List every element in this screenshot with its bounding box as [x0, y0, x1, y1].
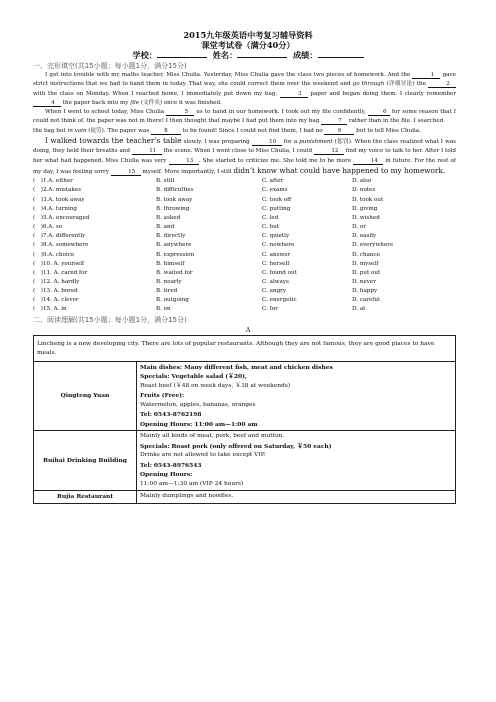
option-d: D. or — [352, 224, 366, 231]
text-italic: go through — [352, 81, 385, 88]
option-d: D. happy — [352, 288, 378, 295]
option-c: C. exams — [262, 187, 288, 194]
option-b: B. waited for — [156, 269, 193, 276]
option-c: C. always — [262, 278, 289, 285]
option-row[interactable] — [33, 287, 456, 296]
table-row — [34, 335, 456, 361]
restaurant-details — [137, 491, 456, 504]
option-a: ( )3.A. took away — [33, 196, 85, 203]
text-italic: file — [130, 99, 140, 106]
detail-line: Watermelon, apples, bananas, oranges — [140, 401, 256, 408]
option-d: D. at — [352, 306, 366, 313]
text: us to hand in our homework. I took out my file confidently, — [194, 109, 368, 116]
option-b: B. asked — [156, 214, 181, 221]
text-italic: punishment — [299, 139, 333, 146]
options-list — [33, 177, 456, 314]
option-d: D. notes — [352, 187, 376, 194]
option-row[interactable] — [33, 232, 456, 241]
text: (详细讨论) the — [384, 81, 429, 88]
option-c: C. putting — [262, 205, 291, 212]
option-a: ( )1.A. either — [33, 178, 73, 185]
option-a: ( )13. A. bored — [33, 288, 78, 295]
blank-3[interactable]: 3 — [280, 91, 308, 98]
option-row[interactable] — [33, 241, 456, 250]
school-label: 学校： — [132, 50, 157, 60]
option-row[interactable] — [33, 196, 456, 205]
text: the paper back into my — [61, 99, 131, 106]
option-d: D. never — [352, 278, 376, 285]
score-field[interactable] — [318, 57, 364, 58]
detail-line: Specials: Vegetable salad (￥20), — [140, 373, 247, 381]
option-a: ( )9.A. choice — [33, 251, 75, 258]
option-c: C. after — [262, 178, 284, 185]
option-row[interactable] — [33, 251, 456, 260]
text: but to tell Miss Chulia. — [354, 127, 421, 134]
detail-line: Opening Hours: 11:00 am—1:00 am — [140, 420, 258, 428]
option-row[interactable] — [33, 305, 456, 314]
option-c: C. answer — [262, 251, 291, 258]
section1-heading: 一、完形填空(共15小题；每小题1分，满分15分) — [33, 62, 187, 70]
detail-line: Main dishes: Many different fish, meat and chicken dishes — [140, 363, 333, 371]
cloze-paragraph-2-cont — [33, 127, 456, 136]
name-field[interactable] — [237, 57, 287, 58]
restaurant-name: Rujia Restaurant — [34, 491, 137, 504]
option-d: D. giving — [352, 205, 378, 212]
exam-subtitle: 课堂考试卷（满分40分） — [201, 40, 295, 50]
option-b: B. anywhere — [156, 242, 192, 249]
option-c: C. angry — [262, 288, 286, 295]
option-b: B. still — [156, 178, 175, 185]
option-b: B. and — [156, 224, 175, 231]
name-label: 姓名： — [212, 50, 238, 60]
detail-line: Mainly all kinds of meat, pork, beef and mutton. — [140, 433, 285, 440]
option-b: B. difficulties — [156, 187, 194, 194]
text: rather than in the file. I searched — [347, 118, 444, 125]
blank-12[interactable]: 12 — [314, 148, 344, 155]
option-c: C. energetic — [262, 297, 297, 304]
restaurant-table — [33, 335, 456, 504]
detail-line: Tel: 0543-8762198 — [140, 411, 202, 419]
text: (徒劳). The paper was — [86, 127, 151, 134]
option-c: C. found out — [262, 269, 297, 276]
option-a: ( )11. A. cared for — [33, 269, 88, 276]
option-row[interactable] — [33, 296, 456, 305]
detail-line: 11:00 am—1:30 am (VIP 24 hours) — [140, 480, 244, 487]
passage-label: A — [245, 325, 251, 334]
option-d: D. wished — [352, 214, 380, 221]
blank-1[interactable]: 1 — [412, 72, 440, 79]
option-c: C. herself — [262, 260, 290, 267]
text: When I went to school today, Miss Chulia — [45, 109, 167, 116]
option-b: B. outgoing — [156, 297, 189, 304]
option-c: C. but — [262, 224, 280, 231]
option-d: D. easily — [352, 233, 377, 240]
text: for a — [281, 139, 300, 146]
option-d: D. put out — [352, 269, 381, 276]
option-d: D. everywhere — [352, 242, 394, 249]
option-a: ( )5.A. encouraged — [33, 214, 90, 221]
option-b: B. tired — [156, 288, 178, 295]
blank-7[interactable]: 7 — [321, 118, 347, 125]
text: with the class on Monday. When I reached home, I immediately put down my bag, — [33, 90, 280, 97]
option-d: D. chance — [352, 251, 380, 258]
cloze-paragraph-3 — [33, 136, 456, 177]
option-d: D. also — [352, 178, 372, 185]
blank-11[interactable]: 11 — [132, 148, 162, 155]
option-a: ( )10. A. yourself — [33, 260, 85, 267]
option-a: ( )14. A. clever — [33, 297, 79, 304]
option-row[interactable] — [33, 214, 456, 223]
restaurant-details — [137, 361, 456, 431]
text: (惩罚). When the class realized what I was doing, they held their breaths and — [33, 139, 456, 155]
option-c: C. took off — [262, 196, 292, 203]
text: find my voice to talk to her. After I told her what had happened, Miss Chulia was very — [33, 148, 456, 164]
text: in future. For the rest of my day, I was feeling sorry — [33, 157, 456, 175]
detail-line: Fruits (Free): — [140, 392, 185, 400]
text-large: didn’t know what could have happened to my homework. — [233, 165, 446, 175]
text: paper and began doing them. I clearly remember — [307, 90, 456, 97]
text: gave strict instructions that we had to hand them in today. That way, she could correct them over the weekend and — [33, 72, 456, 88]
blank-14[interactable]: 14 — [353, 158, 383, 165]
option-b: B. expression — [156, 251, 195, 258]
option-c: C. nowhere — [262, 242, 295, 249]
option-c: C. quietly — [262, 233, 290, 240]
text: I got into trouble with my maths teacher, Miss Chulia. Yesterday, Miss Chulia gave the class two pieces of homework. And the — [45, 72, 413, 78]
exam-title: 2015九年级英语中考复习辅导资料 — [183, 30, 313, 40]
detail-line: Specials: Roast pork (only offered on Saturday, ￥50 each) — [140, 442, 332, 450]
blank-10[interactable]: 10 — [252, 139, 282, 146]
option-a: ( )7.A. differently — [33, 233, 86, 240]
option-d: D. took out — [352, 196, 384, 203]
blank-4[interactable]: 4 — [33, 100, 61, 107]
text-large: I walked towards the teacher’s table — [45, 136, 182, 146]
text-italic: in vain — [67, 127, 87, 134]
option-b: B. took away — [156, 196, 193, 203]
score-label: 成绩： — [292, 50, 318, 60]
option-a: ( )4.A. turning — [33, 205, 77, 212]
table-row — [34, 491, 456, 504]
restaurant-details — [137, 431, 456, 491]
option-b: B. himself — [156, 260, 185, 267]
option-d: D. careful — [352, 297, 380, 304]
option-row[interactable] — [33, 278, 456, 287]
blank-2[interactable]: 2 — [428, 81, 456, 88]
cloze-paragraph-2 — [33, 108, 456, 127]
text: to be found! Since I could not find them, I had no — [180, 127, 325, 134]
option-b: B. throwing — [156, 205, 190, 212]
text: the scene. When I went close to Miss Chulia, I could — [161, 148, 314, 155]
blank-8[interactable]: 8 — [151, 128, 181, 135]
detail-line: Drinks are not allowed to take except VIP. — [140, 452, 266, 459]
blank-5[interactable]: 5 — [166, 109, 194, 116]
option-c: C. for — [262, 306, 278, 313]
option-row[interactable] — [33, 186, 456, 195]
text: the bag but — [33, 127, 68, 134]
text: slowly. I was preparing — [181, 139, 252, 146]
text: for some reason that I could not think of, the paper was not in there! I then thought that maybe I had put them into my bag — [33, 109, 456, 125]
blank-9[interactable]: 9 — [324, 128, 354, 135]
option-a: ( )12. A. hardly — [33, 278, 80, 285]
option-a: ( )2.A. mistakes — [33, 187, 82, 194]
restaurant-name: Ruihai Drinking Building — [34, 431, 137, 491]
section2-heading: 二、阅读理解(共15小题；每小题1分，满分15分) — [33, 315, 187, 324]
option-b: B. on — [156, 306, 171, 313]
detail-line: Roast beef (￥48 on week days, ￥38 at weekends) — [140, 382, 291, 389]
option-b: B. nearly — [156, 278, 182, 285]
option-row[interactable] — [33, 177, 456, 186]
option-b: B. directly — [156, 233, 186, 240]
detail-line: Opening Hours: — [140, 471, 193, 479]
blank-13[interactable]: 13 — [169, 158, 199, 165]
school-field[interactable] — [157, 57, 207, 58]
option-a: ( )15. A. in — [33, 306, 67, 313]
blank-6[interactable]: 6 — [368, 109, 390, 116]
blank-15[interactable]: 15 — [111, 169, 141, 176]
option-a: ( )8.A. somewhere — [33, 242, 89, 249]
table-intro: Lincheng is a new developing city. There are lots of popular restaurants. Although they are not famous, they are good places to have meals. — [34, 335, 456, 361]
detail-line: Mainly dumplings and noodles. — [140, 493, 234, 500]
option-row[interactable] — [33, 223, 456, 232]
cloze-paragraph-1 — [33, 71, 456, 108]
table-row — [34, 431, 456, 491]
table-row — [34, 361, 456, 431]
student-info-line — [0, 50, 496, 60]
text: myself. More importantly, I still — [140, 168, 234, 175]
option-c: C. led — [262, 214, 279, 221]
option-a: ( )6.A. so — [33, 224, 63, 231]
option-row[interactable] — [33, 269, 456, 278]
detail-line: Tel: 0543-8976543 — [140, 461, 202, 469]
text: (文件夹) once it was finished. — [139, 99, 222, 106]
option-row[interactable] — [33, 260, 456, 269]
option-d: D. myself — [352, 260, 379, 267]
restaurant-name: Qingteng Yuan — [34, 361, 137, 431]
option-row[interactable] — [33, 205, 456, 214]
text: . She started to criticize me. She told me to be more — [198, 157, 354, 164]
